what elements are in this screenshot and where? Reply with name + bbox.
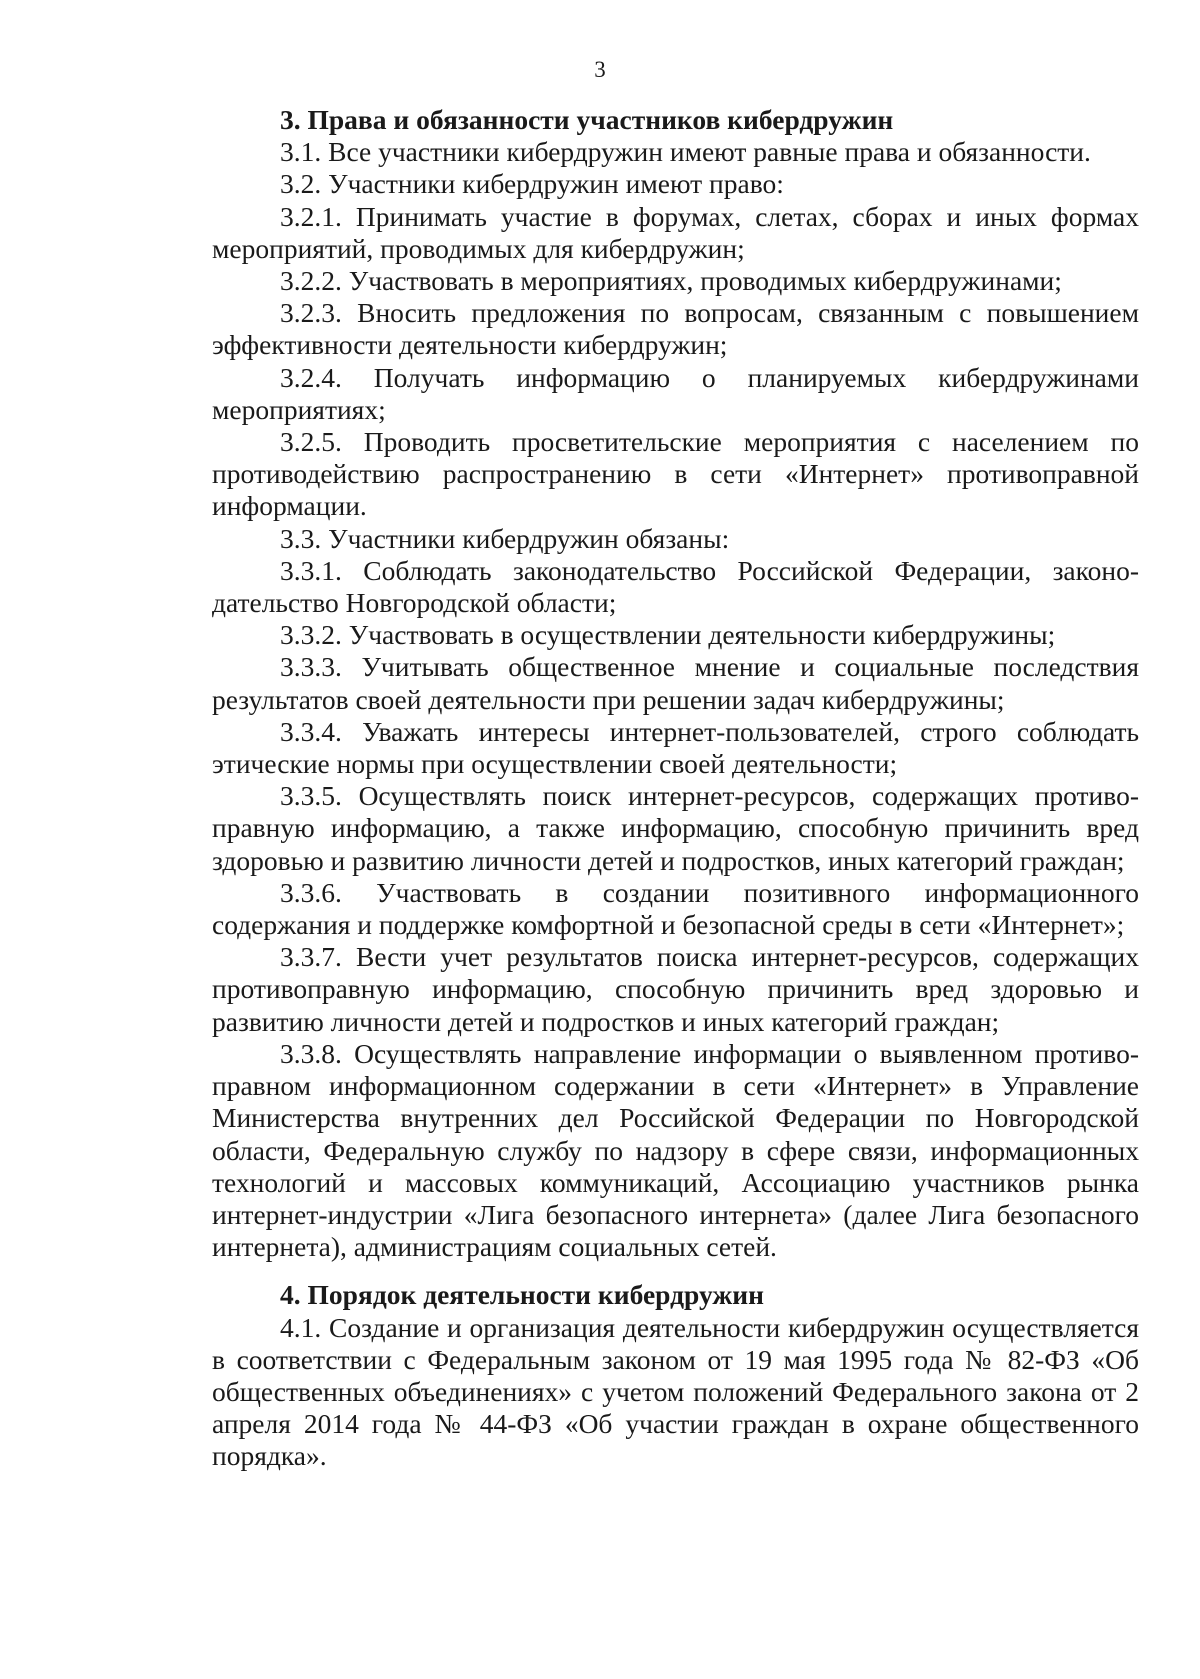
paragraph-3-3-4: 3.3.4. Уважать интересы интернет-пользователей, строго соблюдать этические нормы при осуществлении своей деятельности;: [212, 715, 1139, 780]
paragraph-3-2-4: 3.2.4. Получать информацию о планируемых кибердружинами мероприятиях;: [212, 361, 1139, 425]
paragraph-3-3-3: 3.3.3. Учитывать общественное мнение и социальные последствия результатов своей деятельности при решении задач кибердружины;: [212, 651, 1139, 715]
paragraph-3-3-5: 3.3.5. Осуществлять поиск интернет-ресурсов, содержащих противоправную информацию, а также информацию, способную причинить вред здоровью и развитию личности детей и подростков, иных категорий граждан;: [212, 780, 1139, 876]
paragraph-3-1: 3.1. Все участники кибердружин имеют равные права и обязанности.: [280, 136, 1091, 168]
document-body: [212, 104, 1139, 1473]
page-number: 3: [594, 57, 606, 82]
section-heading-4: 4. Порядок деятельности кибердружин: [280, 1279, 764, 1311]
paragraph-3-3-1: 3.3.1. Соблюдать законодательство Российской Федерации, законодательство Новгородской области;: [212, 554, 1139, 619]
paragraph-3-2: 3.2. Участники кибердружин имеют право:: [280, 168, 784, 200]
paragraph-3-3-8: 3.3.8. Осуществлять направление информации о выявленном противоправном информационном содержании в сети «Интернет» в Управление Министерства внутренних дел Российской Федерации по Новгородской области, Федеральную службу по надзору в сфере связи, информационных технологий и массовых коммуникаций, Ассоциацию участников рынка интернет-индустрии «Лига безопасного интернета» (далее Лига безопасного интернета), администрациям социальных сетей.: [212, 1037, 1139, 1263]
section-heading-3: 3. Права и обязанности участников кибердружин: [280, 104, 894, 135]
paragraph-3-3: 3.3. Участники кибердружин обязаны:: [280, 522, 730, 554]
paragraph-3-3-6: 3.3.6. Участвовать в создании позитивного информационного содержания и поддержке комфортной и безопасной среды в сети «Интернет»;: [212, 876, 1139, 941]
paragraph-3-2-1: 3.2.1. Принимать участие в форумах, слетах, сборах и иных формах мероприятий, проводимых для кибердружин;: [212, 200, 1139, 264]
paragraph-3-3-2: 3.3.2. Участвовать в осуществлении деятельности кибердружины;: [280, 619, 1056, 651]
paragraph-3-2-3: 3.2.3. Вносить предложения по вопросам, связанным с повышением эффективности деятельности кибердружин;: [212, 297, 1139, 361]
paragraph-4-1: 4.1. Создание и организация деятельности кибердружин осуществляется в соответствии с Федеральным законом от 19 мая 1995 года № 82-ФЗ «Об общественных объединениях» с учетом положений Федерального закона от 2 апреля 2014 года № 44-ФЗ «Об участии граждан в охране общественного порядка».: [212, 1311, 1139, 1472]
paragraph-3-2-5: 3.2.5. Проводить просветительские мероприятия с населением по противодействию распространению в сети «Интернет» противоправной информации.: [212, 426, 1139, 522]
paragraph-3-3-7: 3.3.7. Вести учет результатов поиска интернет-ресурсов, содержащих противоправную информацию, способную причинить вред здоровью и развитию личности детей и подростков и иных категорий граждан;: [212, 941, 1139, 1037]
paragraph-3-2-2: 3.2.2. Участвовать в мероприятиях, проводимых кибердружинами;: [280, 265, 1062, 297]
